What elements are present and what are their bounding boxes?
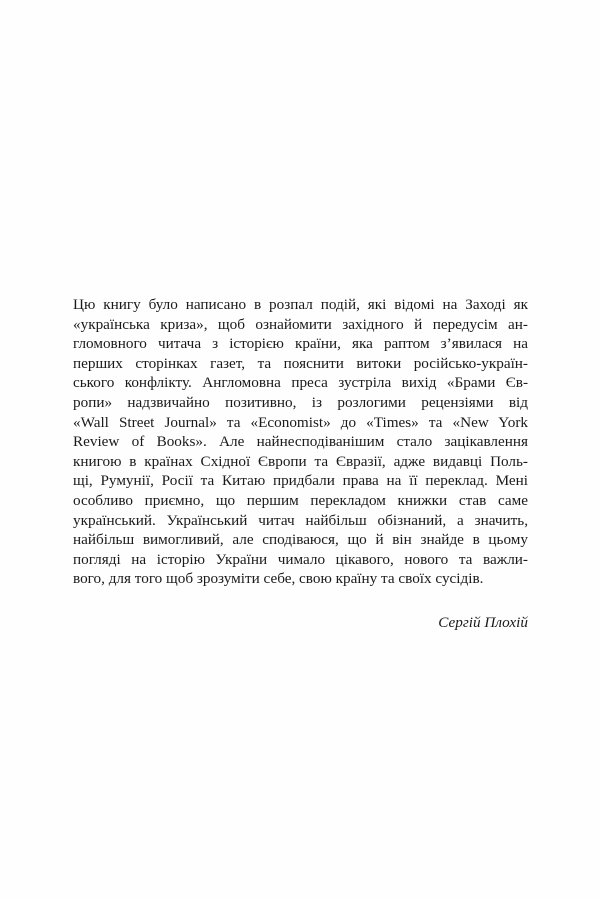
- paragraph-line: ропи» надзвичайно позитивно, із розлогими рецензіями від: [73, 393, 528, 411]
- author-signature: Сергій Плохій: [438, 614, 528, 631]
- paragraph-line: гломовного читача з історією країни, яка раптом з’явилася на: [73, 335, 528, 353]
- paragraph-line: український. Український читач найбільш обізнаний, а значить,: [73, 511, 528, 529]
- preface-paragraph: [73, 295, 528, 589]
- paragraph-line: особливо приємно, що першим перекладом книжки став саме: [73, 491, 528, 509]
- paragraph-line: вого, для того щоб зрозуміти себе, свою країну та своїх сусідів.: [73, 570, 484, 588]
- paragraph-line: книгою в країнах Східної Європи та Євразії, адже видавці Поль-: [73, 452, 528, 470]
- paragraph-line: «Wall Street Journal» та «Economist» до «Times» та «New York: [73, 413, 528, 431]
- paragraph-line: Цю книгу було написано в розпал подій, які відомі на Заході як: [73, 296, 528, 313]
- paragraph-line: Review of Books». Але найнесподіванішим стало зацікавлення: [73, 433, 528, 451]
- paragraph-line: «українська криза», щоб ознайомити західного й передусім ан-: [73, 315, 528, 333]
- paragraph-line: щі, Румунії, Росії та Китаю придбали права на її переклад. Мені: [73, 472, 528, 490]
- paragraph-line: найбільш вимогливий, але сподіваюся, що й він знайде в цьому: [73, 531, 528, 549]
- paragraph-line: ського конфлікту. Англомовна преса зустріла вихід «Брами Єв-: [73, 374, 528, 392]
- paragraph-line: перших сторінках газет, та пояснити витоки російсько-україн-: [73, 354, 528, 372]
- paragraph-line: погляді на історію України чимало цікавого, нового та важли-: [73, 550, 528, 568]
